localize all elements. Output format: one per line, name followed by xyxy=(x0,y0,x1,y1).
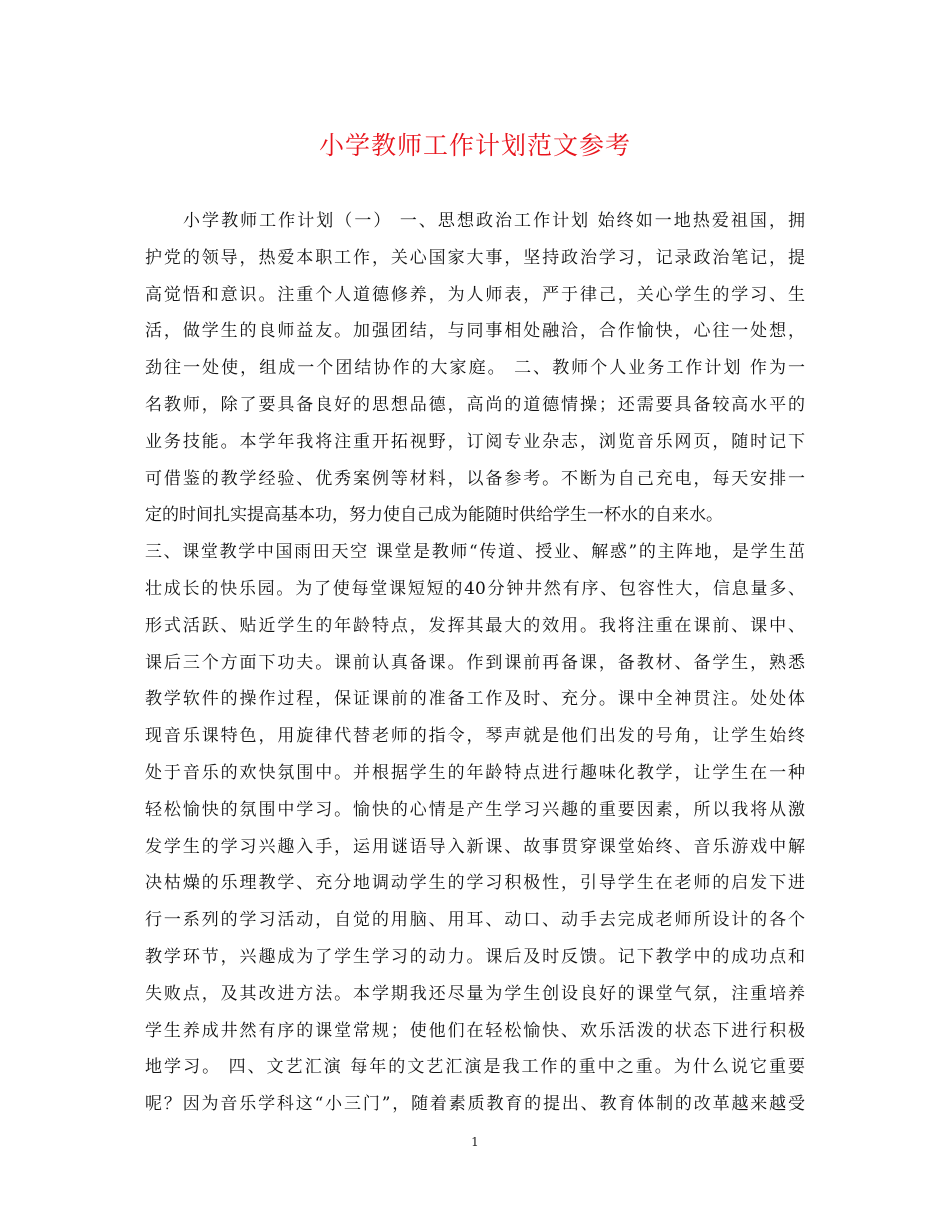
body-line: 活，做学生的良师益友。加强团结，与同事相处融洽，合作愉快，心往一处想， xyxy=(145,321,805,342)
body-line: 高觉悟和意识。注重个人道德修养，为人师表，严于律己，关心学生的学习、生 xyxy=(145,284,805,305)
body-line: 处于音乐的欢快氛围中。并根据学生的年龄特点进行趣味化教学，让学生在一种 xyxy=(145,762,805,783)
body-line: 三、课堂教学中国雨田天空 课堂是教师“传道、授业、解惑”的主阵地，是学生茁 xyxy=(145,542,805,563)
document-title: 小学教师工作计划范文参考 xyxy=(318,131,631,160)
document-body xyxy=(145,203,805,1123)
body-line: 名教师，除了要具备良好的思想品德，高尚的道德情操；还需要具备较高水平的 xyxy=(145,394,805,415)
body-line: 行一系列的学习活动，自觉的用脑、用耳、动口、动手去完成老师所设计的各个 xyxy=(145,910,805,931)
body-line: 可借鉴的教学经验、优秀案例等材料，以备参考。不断为自己充电，每天安排一 xyxy=(145,468,805,489)
body-line: 发学生的学习兴趣入手，运用谜语导入新课、故事贯穿课堂始终、音乐游戏中解 xyxy=(145,836,805,857)
body-line: 学生养成井然有序的课堂常规；使他们在轻松愉快、欢乐活泼的状态下进行积极 xyxy=(145,1020,805,1041)
body-line: 定的时间扎实提高基本功，努力使自己成为能随时供给学生一杯水的自来水。 xyxy=(145,505,723,526)
body-line: 呢？因为音乐学科这“小三门”，随着素质教育的提出、教育体制的改革越来越受 xyxy=(145,1094,805,1115)
body-line: 护党的领导，热爱本职工作，关心国家大事，坚持政治学习，记录政治笔记，提 xyxy=(145,247,805,268)
body-line: 业务技能。本学年我将注重开拓视野，订阅专业杂志，浏览音乐网页，随时记下 xyxy=(145,431,805,452)
body-line: 小学教师工作计划（一） 一、思想政治工作计划 始终如一地热爱祖国，拥 xyxy=(183,211,805,231)
body-line: 教学软件的操作过程，保证课前的准备工作及时、充分。课中全神贯注。处处体 xyxy=(145,689,805,710)
body-line: 轻松愉快的氛围中学习。愉快的心情是产生学习兴趣的重要因素，所以我将从激 xyxy=(145,799,805,820)
body-line: 决枯燥的乐理教学、充分地调动学生的学习积极性，引导学生在老师的启发下进 xyxy=(145,873,805,894)
body-line: 课后三个方面下功夫。课前认真备课。作到课前再备课，备教材、备学生，熟悉 xyxy=(145,652,805,673)
body-line: 现音乐课特色，用旋律代替老师的指令，琴声就是他们出发的号角，让学生始终 xyxy=(145,726,805,747)
body-line: 失败点，及其改进方法。本学期我还尽量为学生创设良好的课堂气氛，注重培养 xyxy=(145,983,805,1004)
page-number: 1 xyxy=(471,1135,479,1149)
body-line: 壮成长的快乐园。为了使每堂课短短的40分钟井然有序、包容性大，信息量多、 xyxy=(145,578,805,599)
body-line: 教学环节，兴趣成为了学生学习的动力。课后及时反馈。记下教学中的成功点和 xyxy=(145,946,805,967)
body-line: 地学习。 四、文艺汇演 每年的文艺汇演是我工作的重中之重。为什么说它重要 xyxy=(145,1057,805,1078)
body-line: 劲往一处使，组成一个团结协作的大家庭。 二、教师个人业务工作计划 作为一 xyxy=(145,358,805,379)
body-line: 形式活跃、贴近学生的年龄特点，发挥其最大的效用。我将注重在课前、课中、 xyxy=(145,615,805,636)
